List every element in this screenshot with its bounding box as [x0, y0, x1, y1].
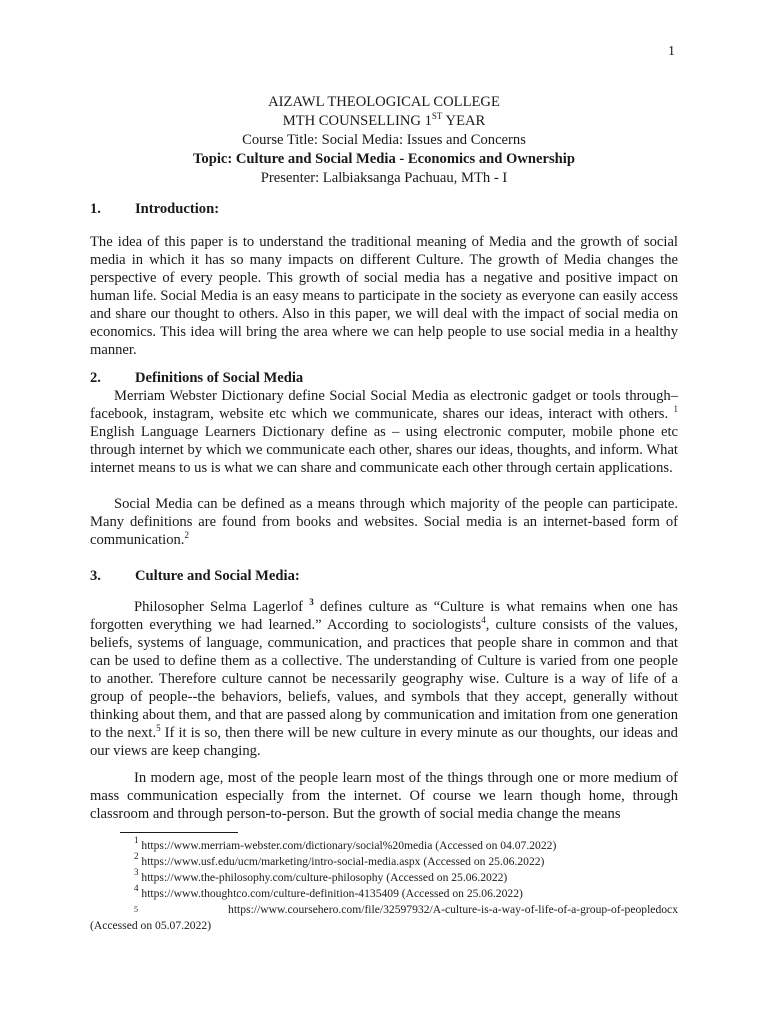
footnote: $^4$ https://www.thoughtco.com/culture-definition-4135409 (Accessed on 25.06.2022) [134, 883, 523, 900]
footnotes [90, 835, 678, 934]
definitions-paragraph-2: Social Media can be defined as a means through which majority of the people can participate. Many definitions are found from books and websites. Social media is an internet-based form of communication.$^2$ [90, 496, 678, 548]
page-number: 1 [668, 44, 675, 59]
footnote: 5 https://www.coursehero.com/file/32597932/A-culture-is-a-way-of-life-of-a-group-of-peopledocx [134, 903, 678, 916]
footnote-divider [120, 832, 238, 833]
footnote: $^3$ https://www.the-philosophy.com/culture-philosophy (Accessed on 25.06.2022) [134, 867, 508, 884]
programme-line: MTH COUNSELLING 1ST YEAR [282, 111, 486, 129]
college-name: AIZAWL THEOLOGICAL COLLEGE [268, 94, 500, 110]
footnote: $^1$ https://www.merriam-webster.com/dictionary/social%20media (Accessed on 04.07.2022) [134, 835, 557, 852]
definitions-paragraph-1: Merriam Webster Dictionary define Social Social Media as electronic gadget or tools through– facebook, instagram, website etc which we communicate, shares our ideas, interact with others. $^1$ English Language Learners Dictionary define as – using electronic computer, mobile phone etc through internet by which we communicate each other, shares our ideas, thoughts, and inform. What internet means to us is what we can share and communicate each other through certain applications. [90, 388, 678, 476]
footnote: $^2$ https://www.usf.edu/ucm/marketing/intro-social-media.aspx (Accessed on 25.06.2022) [134, 851, 545, 868]
section-heading-culture: 3. Culture and Social Media: [90, 568, 300, 584]
course-title: Course Title: Social Media: Issues and Concerns [242, 132, 526, 148]
culture-paragraph-2: In modern age, most of the people learn most of the things through one or more medium of mass communication especially from the internet. Of course we learn though home, through classroom and through person-to-person. But the growth of social media change the means [90, 770, 678, 822]
footnote-continuation: (Accessed on 05.07.2022) [90, 919, 212, 932]
culture-paragraph-1: Philosopher Selma Lagerlof $^3$ defines culture as “Culture is what remains when one has forgotten everything we had learned.” According to sociologists$^4$, culture consists of the values, beliefs, systems of language, communication, and practices that people share in common and that can be used to define them as a collective. The understanding of Culture is varied from one people to another. Therefore culture cannot be necessarily geography wise. Culture is a way of life of a group of people--the behaviors, beliefs, values, and symbols that they accept, generally without thinking about them, and that are passed along by communication and imitation from one generation to the next.$^5$ If it is so, then there will be new culture in every minute as our thoughts, our ideas and our views are keep changing. [90, 597, 678, 759]
document-header [0, 93, 768, 188]
section-heading-introduction: 1. Introduction: [90, 201, 220, 217]
section-heading-definitions: 2. Definitions of Social Media [90, 370, 304, 386]
topic-line: Topic: Culture and Social Media - Economics and Ownership [193, 151, 575, 167]
presenter-line: Presenter: Lalbiaksanga Pachuau, MTh - I [260, 170, 508, 186]
introduction-paragraph: The idea of this paper is to understand the traditional meaning of Media and the growth of social media in which it has so many impacts on different Culture. The growth of Media changes the perspective of every people. This growth of social media has a negative and positive impact on human life. Social Media is an easy means to participate in the society as everyone can easily access and share our thought to others. Also in this paper, we will deal with the impact of social media on economics. This idea will bring the area where we can help people to use social media in a healthy manner. [90, 234, 678, 358]
